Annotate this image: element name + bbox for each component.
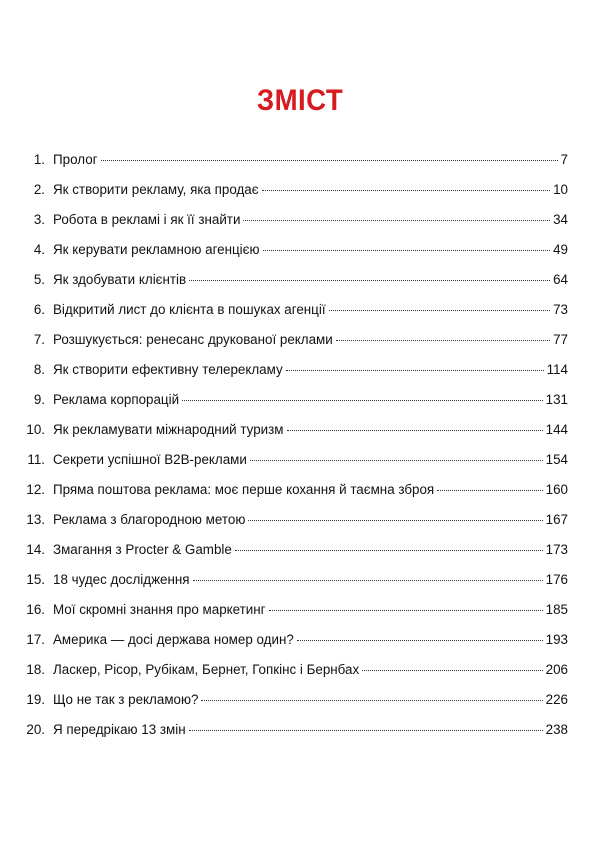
toc-entry-page-number: 10 [553, 182, 568, 197]
toc-entry-number: 4. [33, 242, 45, 257]
toc-entry [24, 182, 568, 212]
dot-leader [201, 700, 542, 701]
dot-leader [286, 370, 544, 371]
toc-entry-title: Що не так з рекламою? [53, 692, 199, 707]
toc-entry-number: 8. [33, 362, 45, 377]
toc-entry-number: 15. [26, 572, 45, 587]
toc-entry-number: 10. [26, 422, 45, 437]
toc-entry-page-number: 173 [545, 542, 568, 557]
dot-leader [193, 580, 543, 581]
toc-entry-page-number: 34 [553, 212, 568, 227]
toc-entry-number: 19. [26, 692, 45, 707]
toc-entry-title: Пряма поштова реклама: моє перше кохання й таємна зброя [53, 482, 435, 497]
toc-entry-number: 6. [33, 302, 45, 317]
dot-leader [248, 520, 542, 521]
toc-entry-title: Як створити рекламу, яка продає [53, 182, 259, 197]
dot-leader [362, 670, 542, 671]
toc-entry [24, 692, 568, 722]
toc-entry-page-number: 114 [546, 362, 568, 377]
toc-entry [24, 602, 568, 632]
table-of-contents [24, 152, 568, 752]
dot-leader [297, 640, 543, 641]
toc-entry-page-number: 77 [553, 332, 568, 347]
dot-leader [437, 490, 542, 491]
toc-entry [24, 422, 568, 452]
toc-entry [24, 452, 568, 482]
toc-entry [24, 482, 568, 512]
toc-entry-number: 1. [33, 152, 45, 167]
toc-entry-number: 9. [33, 392, 45, 407]
toc-entry-title: Америка — досі держава номер один? [53, 632, 294, 647]
toc-entry [24, 572, 568, 602]
toc-entry-page-number: 226 [545, 692, 568, 707]
toc-entry-page-number: 73 [553, 302, 568, 317]
toc-entry-number: 12. [26, 482, 45, 497]
page-title: ЗМІСТ [256, 84, 344, 117]
toc-entry [24, 392, 568, 422]
toc-entry [24, 362, 568, 392]
toc-entry-title: Ласкер, Рісор, Рубікам, Бернет, Гопкінс і Бернбах [53, 662, 360, 677]
dot-leader [189, 280, 550, 281]
dot-leader [336, 340, 550, 341]
toc-entry-number: 3. [33, 212, 45, 227]
dot-leader [262, 190, 551, 191]
toc-entry-page-number: 206 [545, 662, 568, 677]
dot-leader [329, 310, 551, 311]
toc-entry-page-number: 176 [545, 572, 568, 587]
toc-entry-title: Мої скромні знання про маркетинг [53, 602, 266, 617]
toc-entry-page-number: 49 [553, 242, 568, 257]
toc-entry-title: Реклама корпорацій [53, 392, 180, 407]
toc-entry-page-number: 167 [545, 512, 568, 527]
toc-entry-number: 2. [33, 182, 45, 197]
toc-entry [24, 632, 568, 662]
toc-entry-number: 7. [33, 332, 45, 347]
toc-entry-page-number: 193 [545, 632, 568, 647]
dot-leader [189, 730, 543, 731]
toc-entry [24, 662, 568, 692]
toc-entry-title: Я передрікаю 13 змін [53, 722, 186, 737]
toc-entry-number: 13. [26, 512, 45, 527]
toc-entry-number: 17. [26, 632, 45, 647]
toc-entry-title: Секрети успішної B2B-реклами [53, 452, 247, 467]
dot-leader [235, 550, 543, 551]
toc-entry-page-number: 185 [545, 602, 568, 617]
toc-entry-number: 16. [26, 602, 45, 617]
toc-entry [24, 332, 568, 362]
toc-entry-number: 18. [26, 662, 45, 677]
toc-entry-title: Як керувати рекламною агенцією [53, 242, 260, 257]
dot-leader [263, 250, 551, 251]
toc-entry-title: Змагання з Procter & Gamble [53, 542, 232, 557]
toc-entry [24, 272, 568, 302]
toc-entry-title: Реклама з благородною метою [53, 512, 246, 527]
toc-entry [24, 512, 568, 542]
toc-entry-page-number: 238 [545, 722, 568, 737]
toc-entry-title: Розшукується: ренесанс друкованої реклами [53, 332, 333, 347]
toc-entry [24, 722, 568, 752]
toc-entry-page-number: 154 [545, 452, 568, 467]
toc-entry-page-number: 131 [545, 392, 568, 407]
dot-leader [243, 220, 550, 221]
toc-entry-page-number: 160 [545, 482, 568, 497]
toc-entry-number: 11. [27, 452, 45, 467]
toc-entry [24, 242, 568, 272]
dot-leader [269, 610, 543, 611]
dot-leader [182, 400, 543, 401]
toc-entry-title: Як створити ефективну телерекламу [53, 362, 283, 377]
toc-entry-page-number: 144 [545, 422, 568, 437]
toc-entry-title: Робота в рекламі і як її знайти [53, 212, 241, 227]
toc-entry-page-number: 64 [553, 272, 568, 287]
toc-entry-page-number: 7 [560, 152, 568, 167]
toc-entry [24, 302, 568, 332]
toc-entry-title: Як рекламувати міжнародний туризм [53, 422, 284, 437]
dot-leader [250, 460, 543, 461]
toc-entry-title: Відкритий лист до клієнта в пошуках агенції [53, 302, 326, 317]
dot-leader [287, 430, 543, 431]
toc-entry [24, 212, 568, 242]
toc-entry [24, 152, 568, 182]
dot-leader [101, 160, 558, 161]
toc-entry-number: 5. [33, 272, 45, 287]
toc-entry-number: 20. [26, 722, 45, 737]
toc-entry [24, 542, 568, 572]
toc-entry-title: Як здобувати клієнтів [53, 272, 187, 287]
toc-entry-title: Пролог [53, 152, 98, 167]
toc-entry-title: 18 чудес дослідження [53, 572, 190, 587]
toc-entry-number: 14. [26, 542, 45, 557]
